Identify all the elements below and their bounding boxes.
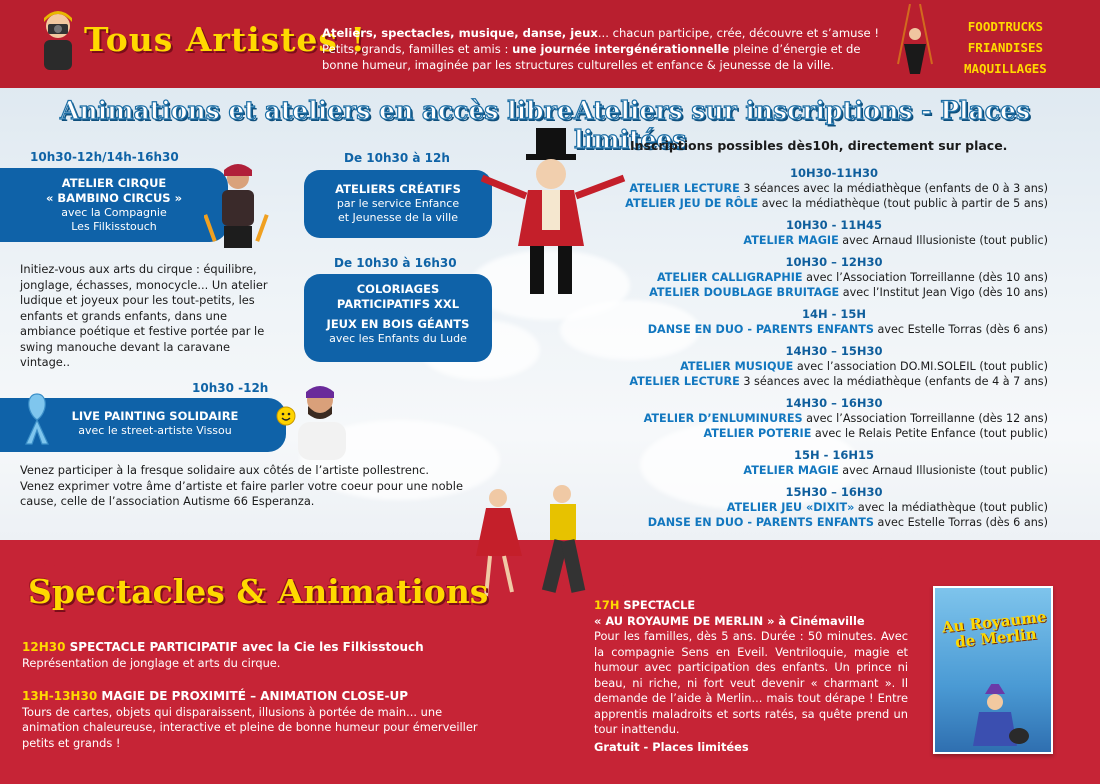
creatifs-sub: par le service Enfance — [336, 197, 460, 210]
schedule-group — [580, 485, 1048, 530]
workshop-details: 3 séances avec la médiathèque (enfants de 0 à 3 ans) — [739, 182, 1048, 195]
schedule-time: 10H30 – 12H30 — [785, 255, 883, 269]
juggler-photo — [204, 160, 270, 250]
aerial-acrobat-illustration — [880, 4, 950, 88]
workshop-details: avec Estelle Torras (dès 6 ans) — [873, 516, 1048, 529]
show-time: 12H30 — [22, 640, 66, 654]
coloriages-time: De 10h30 à 16h30 — [334, 256, 457, 270]
workshop-row — [580, 463, 1048, 478]
show-title: MAGIE DE PROXIMITÉ – ANIMATION CLOSE-UP — [97, 689, 409, 703]
workshop-details: avec l’Association Torreillanne (dès 10 ans) — [802, 271, 1048, 284]
awareness-ribbon-icon — [22, 390, 52, 446]
workshop-row — [580, 411, 1048, 426]
workshop-details: avec le Relais Petite Enfance (tout public) — [811, 427, 1048, 440]
workshop-schedule — [580, 166, 1048, 537]
cirque-sub: Les Filkisstouch — [71, 220, 157, 233]
merlin-label: SPECTACLE — [619, 598, 696, 612]
cirque-sub: avec la Compagnie — [61, 206, 167, 219]
workshop-details: avec Estelle Torras (dès 6 ans) — [873, 323, 1048, 336]
workshop-name: DANSE EN DUO - PARENTS ENFANTS — [647, 516, 874, 529]
creatifs-card — [304, 170, 492, 238]
header-text: Petits, grands, familles et amis : — [322, 42, 513, 56]
painting-title: LIVE PAINTING SOLIDAIRE — [71, 409, 239, 423]
merlin-show — [594, 598, 908, 755]
schedule-group — [580, 307, 1048, 337]
workshop-details: avec Arnaud Illusioniste (tout public) — [838, 234, 1048, 247]
workshop-name: DANSE EN DUO - PARENTS ENFANTS — [647, 323, 874, 336]
coloriages-title: PARTICIPATIFS XXL — [336, 297, 460, 311]
header-text: pleine d’énergie et de bonne humeur, imaginée par les structures culturelles et enfance & jeunesse de la ville. — [322, 42, 861, 72]
cirque-title: « BAMBINO CIRCUS » — [45, 191, 183, 205]
workshop-name: ATELIER MUSIQUE — [680, 360, 794, 373]
workshop-row — [580, 196, 1048, 211]
creatifs-title: ATELIERS CRÉATIFS — [335, 182, 461, 196]
registration-intro: Inscriptions possibles dès10h, directement sur place. — [630, 138, 1008, 153]
schedule-group — [580, 166, 1048, 211]
schedule-time: 15H - 16H15 — [793, 448, 875, 462]
painting-time: 10h30 -12h — [192, 381, 269, 395]
workshop-details: avec l’Association Torreillanne (dès 12 ans) — [802, 412, 1048, 425]
cirque-title: ATELIER CIRQUE — [61, 176, 167, 190]
header-description — [322, 25, 882, 73]
header-highlight: Ateliers, spectacles, musique, danse, jeux — [322, 26, 598, 40]
schedule-group — [580, 344, 1048, 389]
workshop-name: ATELIER MAGIE — [743, 234, 839, 247]
workshop-row — [580, 500, 1048, 515]
shows-heading: Spectacles & Animations — [28, 572, 489, 611]
workshop-details: 3 séances avec la médiathèque (enfants de 4 à 7 ans) — [739, 375, 1048, 388]
workshop-row — [580, 359, 1048, 374]
workshop-details: avec la médiathèque (tout public à partir de 5 ans) — [758, 197, 1048, 210]
workshop-row — [580, 285, 1048, 300]
show-description: Représentation de jonglage et arts du cirque. — [22, 655, 281, 670]
free-activities-heading: Animations et ateliers en accès libre — [60, 96, 573, 125]
cirque-time: 10h30-12h/14h-16h30 — [30, 150, 179, 164]
header-title: Tous Artistes ! — [84, 20, 366, 59]
show-item-1 — [22, 640, 502, 671]
schedule-time: 15H30 – 16H30 — [785, 485, 883, 499]
workshop-row — [580, 270, 1048, 285]
coloriages-title: JEUX EN BOIS GÉANTS — [326, 317, 470, 331]
coloriages-card — [304, 274, 492, 362]
creatifs-time: De 10h30 à 12h — [344, 151, 450, 165]
painting-sub: avec le street-artiste Vissou — [78, 424, 232, 437]
workshop-name: ATELIER LECTURE — [629, 375, 740, 388]
schedule-time: 14H - 15H — [801, 307, 867, 321]
schedule-time: 10H30-11H30 — [789, 166, 879, 180]
workshop-name: ATELIER DOUBLAGE BRUITAGE — [649, 286, 840, 299]
painting-description: Venez participer à la fresque solidaire aux côtés de l’artiste pollestrenc. Venez exprimer votre âme d’artiste et faire parler votre coeur pour une noble cause, celle de l’association Autisme 66 Esperanza. — [20, 463, 463, 508]
show-description: Tours de cartes, objets qui disparaissent, illusions à portée de main... une animation chaleureuse, interactive et pleine de bonne humeur pour émerveiller petits et grands ! — [22, 704, 478, 750]
workshop-name: ATELIER JEU «DIXIT» — [726, 501, 855, 514]
workshop-details: avec la médiathèque (tout public) — [854, 501, 1048, 514]
workshop-row — [580, 181, 1048, 196]
header-text: ... chacun participe, crée, découvre et s’amuse ! — [597, 26, 879, 40]
merlin-footer: Gratuit - Places limitées — [594, 739, 749, 754]
extra-item: FOODTRUCKS — [967, 19, 1044, 34]
schedule-time: 14H30 – 16H30 — [785, 396, 883, 410]
header-highlight: une journée intergénérationnelle — [512, 42, 730, 56]
coloriages-title: COLORIAGES — [356, 282, 440, 296]
cirque-card — [0, 168, 228, 242]
workshop-row — [580, 322, 1048, 337]
merlin-title: « AU ROYAUME DE MERLIN » à Cinémaville — [594, 613, 865, 628]
extras-list — [964, 16, 1047, 79]
merlin-description: Pour les familles, dès 5 ans. Durée : 50 minutes. Avec la compagnie Sens en Eveil. Ventriloquie, magie et humour avec participation des enfants. Un prince ni beau, ni riche, ni fort veut devenir « charmant ». Il demande de l’aide à Merlin... mais tout dérape ! Entre apprentis maladroits et sorts ratés, sa quête prend un tour inattendu. — [594, 629, 908, 736]
merlin-time: 17H — [594, 598, 620, 612]
workshop-name: ATELIER JEU DE RÔLE — [625, 197, 759, 210]
workshop-name: ATELIER D’ENLUMINURES — [643, 412, 803, 425]
poster-title: Au Royaume de Merlin — [941, 607, 1048, 652]
show-item-2 — [22, 689, 492, 751]
workshop-row — [580, 233, 1048, 248]
street-artist-photo — [288, 380, 358, 460]
schedule-group — [580, 255, 1048, 300]
wizard-illustration — [955, 684, 1035, 748]
workshop-details: avec Arnaud Illusioniste (tout public) — [838, 464, 1048, 477]
cirque-description: Initiez-vous aux arts du cirque : équilibre, jonglage, échasses, monocycle... Un atelier ludique et joyeux pour les tout-petits, les enfants et grands enfants, dans une ambiance poétique et festive portée par le swing manouche devant la caravane vintage.. — [20, 262, 268, 369]
extra-item: MAQUILLAGES — [964, 61, 1047, 76]
workshop-details: avec l’Institut Jean Vigo (dès 10 ans) — [839, 286, 1048, 299]
registration-heading: Ateliers sur inscriptions - Places limitées — [574, 96, 1030, 154]
workshop-details: avec l’association DO.MI.SOLEIL (tout public) — [793, 360, 1048, 373]
show-time: 13H-13H30 — [22, 689, 98, 703]
schedule-group — [580, 396, 1048, 441]
merlin-poster — [933, 586, 1053, 754]
creatifs-sub: et Jeunesse de la ville — [337, 211, 458, 224]
workshop-name: ATELIER MAGIE — [743, 464, 839, 477]
workshop-row — [580, 515, 1048, 530]
workshop-name: ATELIER LECTURE — [629, 182, 740, 195]
extra-item: FRIANDISES — [967, 40, 1044, 55]
photographer-illustration — [36, 10, 80, 76]
schedule-group — [580, 218, 1048, 248]
schedule-time: 14H30 – 15H30 — [785, 344, 883, 358]
workshop-name: ATELIER CALLIGRAPHIE — [656, 271, 803, 284]
schedule-group — [580, 448, 1048, 478]
coloriages-sub: avec les Enfants du Lude — [329, 332, 467, 345]
workshop-row — [580, 374, 1048, 389]
show-title: SPECTACLE PARTICIPATIF avec la Cie les Filkisstouch — [65, 640, 424, 654]
workshop-row — [580, 426, 1048, 441]
workshop-name: ATELIER POTERIE — [703, 427, 812, 440]
schedule-time: 10H30 - 11H45 — [785, 218, 883, 232]
